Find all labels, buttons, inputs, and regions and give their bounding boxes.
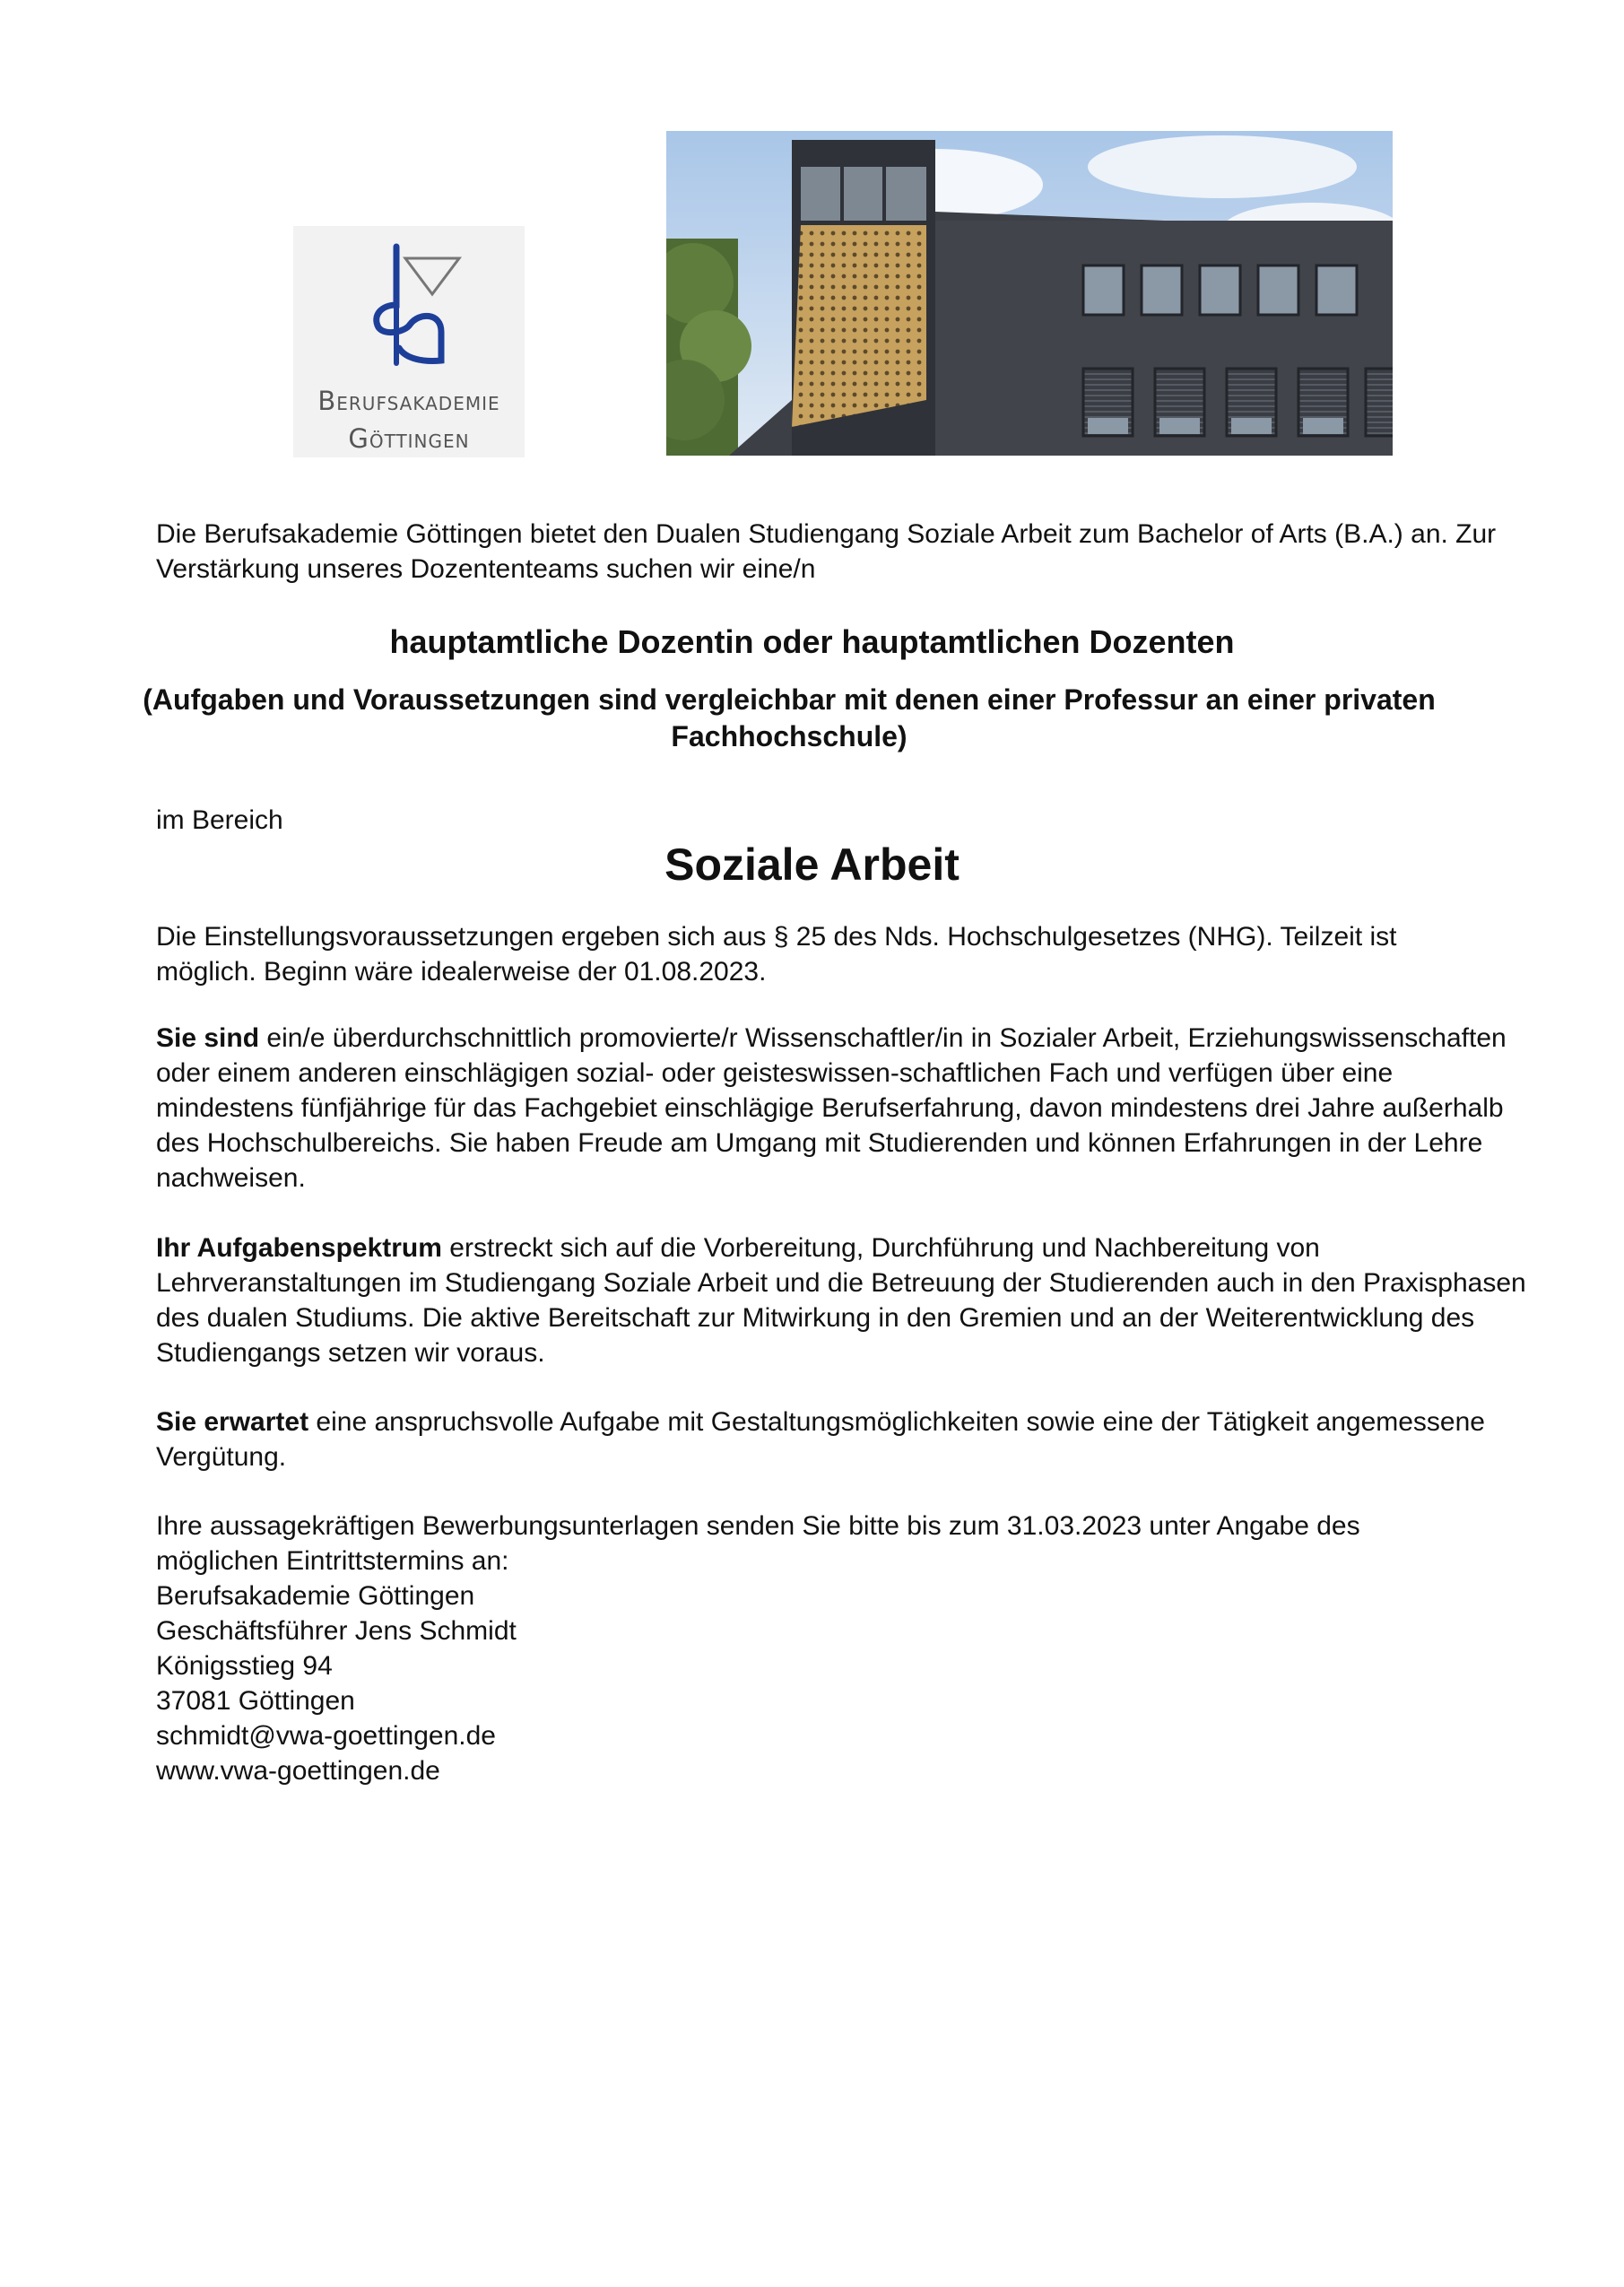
offer-lead: Sie erwartet: [156, 1407, 309, 1437]
profile-text: ein/e überdurchschnittlich promovierte/r Wissenschaftler/in in Sozialer Arbeit, Erziehungswissenschaften oder einem anderen einschlägigen sozial- oder geisteswissen-schaftlichen Fach und verfügen über eine mindestens fünfjährige für das Fachgebiet einschlägige Berufserfahrung, davon mindestens drei Jahre außerhalb des Hochschulbereichs. Sie haben Freude am Umgang mit Studierenden und können Erfahrungen in der Lehre nachweisen.: [156, 1023, 1507, 1193]
offer-paragraph: [156, 1404, 1537, 1474]
profile-paragraph: [156, 1021, 1537, 1196]
intro-paragraph: Die Berufsakademie Göttingen bietet den Dualen Studiengang Soziale Arbeit zum Bachelor of Arts (B.A.) an. Zur Verstärkung unseres Dozententeams suchen wir eine/n: [156, 519, 1497, 584]
tasks-paragraph: [156, 1230, 1537, 1370]
tasks-text: erstreckt sich auf die Vorbereitung, Durchführung und Nachbereitung von Lehrveranstaltungen im Studiengang Soziale Arbeit und die Betreuung der Studierenden auch in den Praxisphasen des dualen Studiums. Die aktive Bereitschaft zur Mitwirkung in den Gremien und an der Weiterentwicklung des Studiengangs setzen wir voraus.: [156, 1233, 1526, 1368]
contact-block: [156, 1578, 1537, 1788]
contact-city: 37081 Göttingen: [156, 1686, 355, 1716]
tasks-lead: Ihr Aufgabenspektrum: [156, 1233, 442, 1263]
building-photo: [666, 131, 1393, 456]
area-intro: im Bereich: [156, 805, 283, 835]
logo: [293, 226, 525, 457]
contact-web[interactable]: www.vwa-goettingen.de: [156, 1756, 440, 1786]
profile-lead: Sie sind: [156, 1023, 260, 1053]
area-title: Soziale Arbeit: [664, 839, 960, 890]
logo-mark-icon: [356, 242, 473, 372]
logo-name-line1: Berufsakademie: [317, 386, 500, 416]
contact-org: Berufsakademie Göttingen: [156, 1581, 475, 1611]
contact-email[interactable]: schmidt@vwa-goettingen.de: [156, 1721, 496, 1751]
contact-person: Geschäftsführer Jens Schmidt: [156, 1616, 517, 1646]
logo-name-line2: Göttingen: [348, 423, 470, 454]
position-title: hauptamtliche Dozentin oder hauptamtlichen Dozenten: [389, 623, 1235, 660]
requirements-paragraph: Die Einstellungsvoraussetzungen ergeben sich aus § 25 des Nds. Hochschulgesetzes (NHG). Teilzeit ist möglich. Beginn wäre idealerweise der 01.08.2023.: [156, 922, 1397, 987]
position-note: (Aufgaben und Voraussetzungen sind vergleichbar mit denen einer Professur an einer privaten Fachhochschule): [143, 683, 1436, 752]
offer-text: eine anspruchsvolle Aufgabe mit Gestaltungsmöglichkeiten sowie eine der Tätigkeit angemessene Vergütung.: [156, 1407, 1485, 1472]
contact-street: Königsstieg 94: [156, 1651, 333, 1681]
application-paragraph: Ihre aussagekräftigen Bewerbungsunterlagen senden Sie bitte bis zum 31.03.2023 unter Angabe des möglichen Eintrittstermins an:: [156, 1511, 1360, 1576]
